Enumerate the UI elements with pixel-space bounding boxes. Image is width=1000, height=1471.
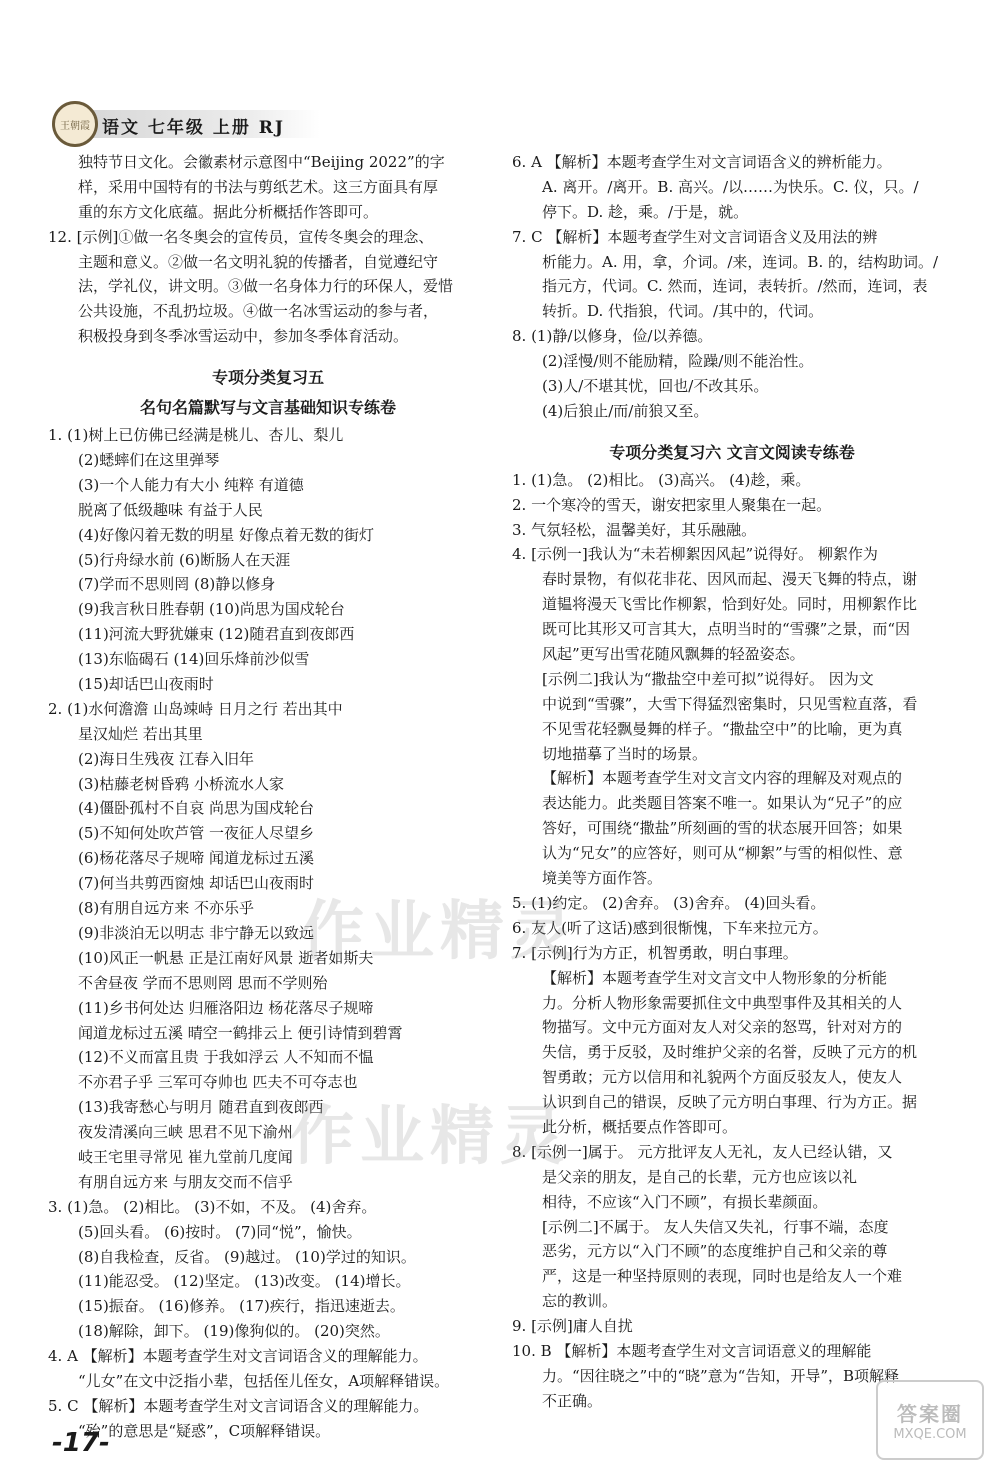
answer-line: 4. [示例一]我认为“未若柳絮因风起”说得好。 柳絮作为 — [512, 545, 878, 564]
answer-line: “儿女”在文中泛指小辈，包括侄儿侄女，A项解释错误。 — [78, 1371, 450, 1390]
answer-line: 认为“兄女”的应答好，则可从“柳絮”与雪的相似性、意 — [542, 844, 903, 863]
answer-line: 脱离了低级趣味 有益于人民 — [78, 500, 263, 519]
answer-line: (10)风正一帆悬 正是江南好风景 逝者如斯夫 — [78, 948, 374, 967]
answer-line: 4. A 【解析】本题考查学生对文言词语含义的理解能力。 — [48, 1347, 428, 1366]
answer-line: 8. (1)静/以修身，俭/以养德。 — [512, 327, 713, 346]
answer-line: 是父亲的朋友，是自己的长辈，元方也应该以礼 — [542, 1167, 858, 1186]
answer-line: 风起”更写出雪花随风飘舞的轻盈姿态。 — [542, 645, 805, 664]
answer-line: (6)杨花落尽子规啼 闻道龙标过五溪 — [78, 849, 315, 868]
answer-line: 停下。D. 趁，乘。/于是，就。 — [542, 202, 749, 221]
answer-line: 12. [示例]①做一名冬奥会的宣传员，宣传冬奥会的理念、 — [48, 227, 434, 246]
page-number: -17- — [52, 1428, 110, 1458]
answer-line: 严，这是一种坚持原则的表现，同时也是给友人一个难 — [542, 1267, 903, 1286]
answer-line: 2. (1)水何澹澹 山岛竦峙 日月之行 若出其中 — [48, 699, 343, 718]
answer-line: 法，学礼仪，讲文明。③做一名身体力行的环保人，爱惜 — [78, 277, 454, 296]
answer-line: 相待，不应该“入门不顾”，有损长辈颜面。 — [542, 1192, 828, 1211]
header-title: 语文 七年级 上册 RJ — [102, 118, 285, 138]
answer-line: 中说到“雪骤”，大雪下得猛烈密集时，只见雪粒直落，看 — [542, 694, 918, 713]
answer-line: (9)非淡泊无以明志 非宁静无以致远 — [78, 923, 315, 942]
answer-line: 样，采用中国特有的书法与剪纸艺术。这三方面具有厚 — [78, 177, 439, 196]
answer-line: 认识到自己的错误，反映了元方明白事理、行为方正。据 — [542, 1093, 918, 1112]
answer-line: 【解析】本题考查学生对文言文中人物形象的分析能 — [542, 968, 888, 987]
answer-line: 不见雪花轻飘曼舞的样子。“撒盐空中”的比喻，更为真 — [542, 719, 903, 738]
corner-stamp — [876, 1380, 984, 1460]
answer-line: 指元方，代词。C. 然而，连词，表转折。/然而，连词，表 — [542, 277, 928, 296]
section-title: 名句名篇默写与文言基础知识专练卷 — [139, 398, 396, 418]
answer-line: 5. (1)约定。 (2)舍弃。 (3)舍弃。 (4)回头看。 — [512, 893, 826, 912]
answer-line: 此分析，概括要点作答即可。 — [542, 1117, 738, 1136]
right-column — [512, 150, 952, 1414]
answer-line: 不亦君子乎 三军可夺帅也 匹夫不可夺志也 — [78, 1073, 358, 1092]
answer-line: 答好，可围绕“撒盐”所刻画的雪的状态展开回答；如果 — [542, 819, 903, 838]
answer-line: 10. B 【解析】本题考查学生对文言词语意义的理解能 — [512, 1341, 872, 1360]
answer-line: 5. C 【解析】本题考查学生对文言词语含义的理解能力。 — [48, 1396, 429, 1415]
answer-line: 不正确。 — [542, 1391, 603, 1410]
answer-line: (15)振奋。 (16)修养。 (17)疾行，指迅速逝去。 — [78, 1297, 405, 1316]
answer-line: 有朋自远方来 与朋友交而不信乎 — [78, 1172, 293, 1191]
page-header — [40, 95, 320, 147]
answer-line: (13)东临碣石 (14)回乐烽前沙似雪 — [78, 650, 310, 669]
answer-line: 独特节日文化。会徽素材示意图中“Beijing 2022”的字 — [78, 153, 445, 171]
answer-line: (11)河流大野犹嫌束 (12)随君直到夜郎西 — [78, 625, 355, 644]
watermark: 作业精灵 — [300, 894, 580, 969]
answer-line: (3)人/不堪其忧，回也/不改其乐。 — [542, 377, 769, 396]
answer-line: 岐王宅里寻常见 崔九堂前几度闻 — [78, 1147, 293, 1166]
answer-line: 物描写。文中元方面对友人对父亲的怒骂，针对对方的 — [542, 1018, 903, 1037]
answer-line: 3. (1)急。 (2)相比。 (3)不如，不及。 (4)舍弃。 — [48, 1197, 377, 1216]
answer-line: 道韫将漫天飞雪比作柳絮，恰到好处。同时，用柳絮作比 — [542, 595, 918, 614]
answer-line: 2. 一个寒冷的雪天，谢安把家里人聚集在一起。 — [512, 495, 832, 514]
answer-line: 1. (1)急。 (2)相比。 (3)高兴。 (4)趁，乘。 — [512, 470, 811, 489]
answer-line: (5)不知何处吹芦管 一夜征人尽望乡 — [78, 824, 315, 843]
answer-line: (5)回头看。 (6)按时。 (7)同“悦”，愉快。 — [78, 1222, 362, 1241]
answer-line: 转折。D. 代指狼，代词。/其中的，代词。 — [542, 302, 824, 321]
answer-line: (11)乡书何处达 归雁洛阳边 杨花落尽子规啼 — [78, 998, 374, 1017]
logo-text: 王朝霞 — [60, 120, 90, 132]
answer-line: (2)蟋蟀们在这里弹琴 — [78, 451, 220, 470]
answer-line: 6. A 【解析】本题考查学生对文言词语含义的辨析能力。 — [512, 153, 892, 171]
section-title: 专项分类复习五 — [211, 368, 324, 388]
answer-line: 积极投身到冬季冰雪运动中，参加冬季体育活动。 — [78, 327, 409, 346]
watermark: 作业精灵 — [290, 1099, 570, 1174]
answer-line: 8. [示例一]属于。 元方批评友人无礼，友人已经认错，又 — [512, 1142, 893, 1161]
answer-line: (12)不义而富且贵 于我如浮云 人不知而不愠 — [78, 1048, 374, 1067]
answer-line: 析能力。A. 用，拿，介词。/来，连词。B. 的，结构助词。/ — [542, 252, 939, 271]
answer-line: (5)行舟绿水前 (6)断肠人在天涯 — [78, 550, 291, 569]
answer-line: (13)我寄愁心与明月 随君直到夜郎西 — [78, 1098, 324, 1117]
answer-line: (4)好像闪着无数的明星 好像点着无数的街灯 — [78, 525, 375, 544]
answer-line: 春时景物，有似花非花、因风而起、漫天飞舞的特点，谢 — [542, 570, 918, 589]
left-column — [48, 150, 488, 1444]
stamp-title: 答案圈 — [897, 1402, 963, 1426]
answer-line: 闻道龙标过五溪 晴空一鹤排云上 便引诗情到碧霄 — [78, 1023, 403, 1042]
answer-line: (18)解除，卸下。 (19)像狗似的。 (20)突然。 — [78, 1322, 390, 1341]
section-title: 专项分类复习六 文言文阅读专练卷 — [609, 442, 855, 462]
section-gap — [48, 349, 488, 363]
answer-line: 智勇敢；元方以信用和礼貌两个方面反驳友人，使友人 — [542, 1068, 903, 1087]
answer-line: (3)枯藤老树昏鸦 小桥流水人家 — [78, 774, 285, 793]
publisher-logo — [52, 101, 98, 147]
answer-line: (2)海日生残夜 江春入旧年 — [78, 749, 255, 768]
answer-line: 重的东方文化底蕴。据此分析概括作答即可。 — [78, 202, 379, 221]
section-gap — [512, 424, 952, 438]
answer-line: (3)一个人能力有大小 纯粹 有道德 — [78, 475, 304, 494]
answer-line: (4)僵卧孤村不自哀 尚思为国戍轮台 — [78, 799, 315, 818]
answer-line: “殆”的意思是“疑惑”，C项解释错误。 — [78, 1421, 331, 1440]
answer-line: (4)后狼止/而/前狼又至。 — [542, 401, 709, 420]
answer-line: 失信，勇于反驳，及时维护父亲的名誉，反映了元方的机 — [542, 1043, 918, 1062]
answer-line: 恶劣，元方以“入门不顾”的态度维护自己和父亲的尊 — [542, 1242, 888, 1261]
answer-line: A. 离开。/离开。B. 高兴。/以……为快乐。C. 仪，只。/ — [542, 177, 919, 196]
answer-line: (8)有朋自远方来 不亦乐乎 — [78, 899, 255, 918]
answer-line: 切地描摹了当时的场景。 — [542, 744, 708, 763]
answer-line: 主题和意义。②做一名文明礼貌的传播者，自觉遵纪守 — [78, 252, 439, 271]
answer-line: 公共设施，不乱扔垃圾。④做一名冰雪运动的参与者， — [78, 302, 439, 321]
answer-line: 力。分析人物形象需要抓住文中典型事件及其相关的人 — [542, 993, 903, 1012]
answer-line: 3. 气氛轻松，温馨美好，其乐融融。 — [512, 520, 757, 539]
answer-line: 忘的教训。 — [542, 1292, 618, 1311]
answer-line: 力。“因往晓之”中的“晓”意为“告知，开导”，B项解释 — [542, 1366, 900, 1385]
answer-line: 既可比其形又可言其大，点明当时的“雪骤”之景，而“因 — [542, 620, 911, 639]
answer-line: 6. 友人(听了这话)感到很惭愧，下车来拉元方。 — [512, 918, 828, 937]
answer-line: (2)淫慢/则不能励精，险躁/则不能治性。 — [542, 352, 814, 371]
answer-line: 7. C 【解析】本题考查学生对文言词语含义及用法的辨 — [512, 227, 878, 246]
answer-line: 【解析】本题考查学生对文言文内容的理解及对观点的 — [542, 769, 903, 788]
answer-line: 境美等方面作答。 — [542, 869, 663, 888]
answer-line: 1. (1)树上已仿佛已经满是桃儿、杏儿、梨儿 — [48, 426, 344, 445]
answer-line: 夜发清溪向三峡 思君不见下渝州 — [78, 1123, 293, 1142]
answer-line: (9)我言秋日胜春朝 (10)尚思为国戍轮台 — [78, 600, 345, 619]
stamp-url: MXQE.COM — [893, 1427, 967, 1442]
answer-line: 9. [示例]庸人自扰 — [512, 1317, 633, 1336]
answer-line: (15)却话巴山夜雨时 — [78, 675, 214, 694]
answer-line: 星汉灿烂 若出其里 — [78, 724, 203, 743]
answer-line: (7)何当共剪西窗烛 却话巴山夜雨时 — [78, 874, 315, 893]
answer-line: 不舍昼夜 学而不思则罔 思而不学则殆 — [78, 973, 328, 992]
answer-line: 7. [示例]行为方正，机智勇敢，明白事理。 — [512, 943, 798, 962]
answer-line: (11)能忍受。 (12)坚定。 (13)改变。 (14)增长。 — [78, 1272, 411, 1291]
answer-line: (8)自我检查，反省。 (9)越过。 (10)学过的知识。 — [78, 1247, 416, 1266]
answer-line: (7)学而不思则罔 (8)静以修身 — [78, 575, 276, 594]
answer-line: 表达能力。此类题目答案不唯一。如果认为“兄子”的应 — [542, 794, 903, 813]
answer-line: [示例二]我认为“撒盐空中差可拟”说得好。 因为文 — [542, 669, 874, 688]
answer-line: [示例二]不属于。 友人失信又失礼，行事不端，态度 — [542, 1217, 889, 1236]
